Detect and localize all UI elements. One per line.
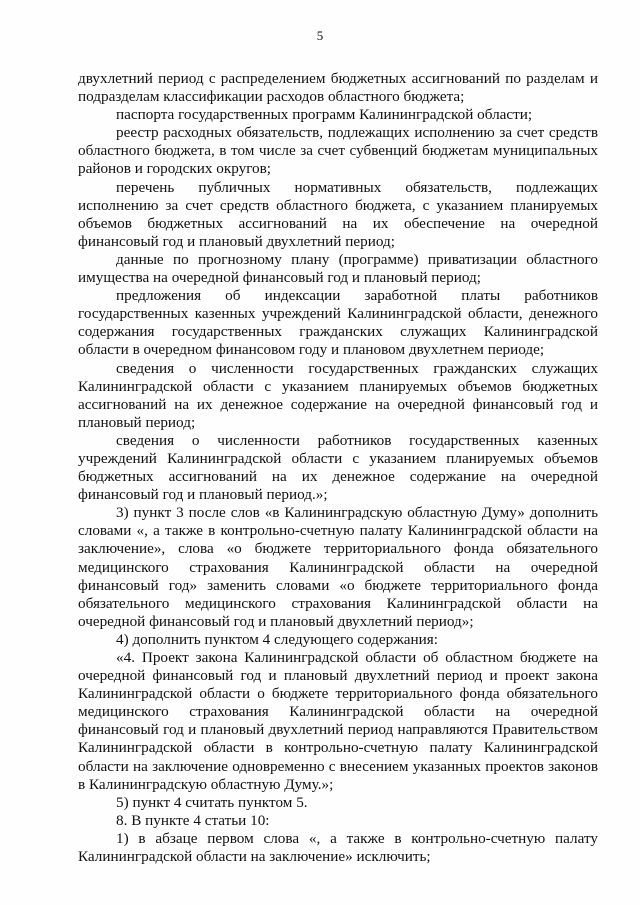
paragraph: 4) дополнить пунктом 4 следующего содержания: <box>116 630 438 648</box>
paragraph: двухлетний период с распределением бюджетных ассигнований по разделам и подразделам классификации расходов областного бюджета; <box>78 70 598 106</box>
paragraph: 8. В пункте 4 статьи 10: <box>116 811 270 829</box>
paragraph: «4. Проект закона Калининградской области об областном бюджете на очередной финансовый год и плановый двухлетний период и проект закона Калининградской области о бюджете территориального фонда обязательного медицинского страхования Калининградской области на очередной финансовый год и плановый двухлетний период направляются Правительством Калининградской области в контрольно-счетную палату Калининградской области на заключение одновременно с внесением указанных проектов законов в Калининградскую областную Думу.»; <box>78 649 598 793</box>
paragraph: предложения об индексации заработной платы работников государственных казенных учреждений Калининградской области, денежного содержания государственных гражданских служащих Калининградской области в очередном финансовом году и плановом двухлетнем периоде; <box>78 287 598 359</box>
document-body <box>78 70 598 866</box>
paragraph: реестр расходных обязательств, подлежащих исполнению за счет средств областного бюджета, в том числе за счет субвенций бюджетам муниципальных районов и городских округов; <box>78 124 598 178</box>
paragraph: данные по прогнозному плану (программе) приватизации областного имущества на очередной финансовый год и плановый период; <box>78 250 598 287</box>
paragraph: сведения о численности государственных гражданских служащих Калининградской области с указанием планируемых объемов бюджетных ассигнований на их денежное содержание на очередной финансовый год и плановый период; <box>78 359 598 431</box>
paragraph: 1) в абзаце первом слова «, а также в контрольно-счетную палату Калининградской области на заключение» исключить; <box>78 829 598 866</box>
paragraph: сведения о численности работников государственных казенных учреждений Калининградской области с указанием планируемых объемов бюджетных ассигнований на их денежное содержание на очередной финансовый год и плановый период.»; <box>78 431 598 504</box>
paragraph: паспорта государственных программ Калининградской области; <box>116 106 533 124</box>
paragraph: перечень публичных нормативных обязательств, подлежащих исполнению за счет средств областного бюджета, с указанием планируемых объемов бюджетных ассигнований на их обеспечение на очередной финансовый год и плановый двухлетний период; <box>78 178 598 250</box>
paragraph: 3) пункт 3 после слов «в Калининградскую областную Думу» дополнить словами «, а также в контрольно-счетную палату Калининградской области на заключение», слова «о бюджете территориального фонда обязательного медицинского страхования Калининградской области на очередной финансовый год» заменить словами «о бюджете территориального фонда обязательного медицинского страхования Калининградской области на очередной финансовый год и плановый двухлетний период»; <box>78 504 598 630</box>
page-number: 5 <box>316 28 324 43</box>
paragraph: 5) пункт 4 считать пунктом 5. <box>116 793 308 811</box>
